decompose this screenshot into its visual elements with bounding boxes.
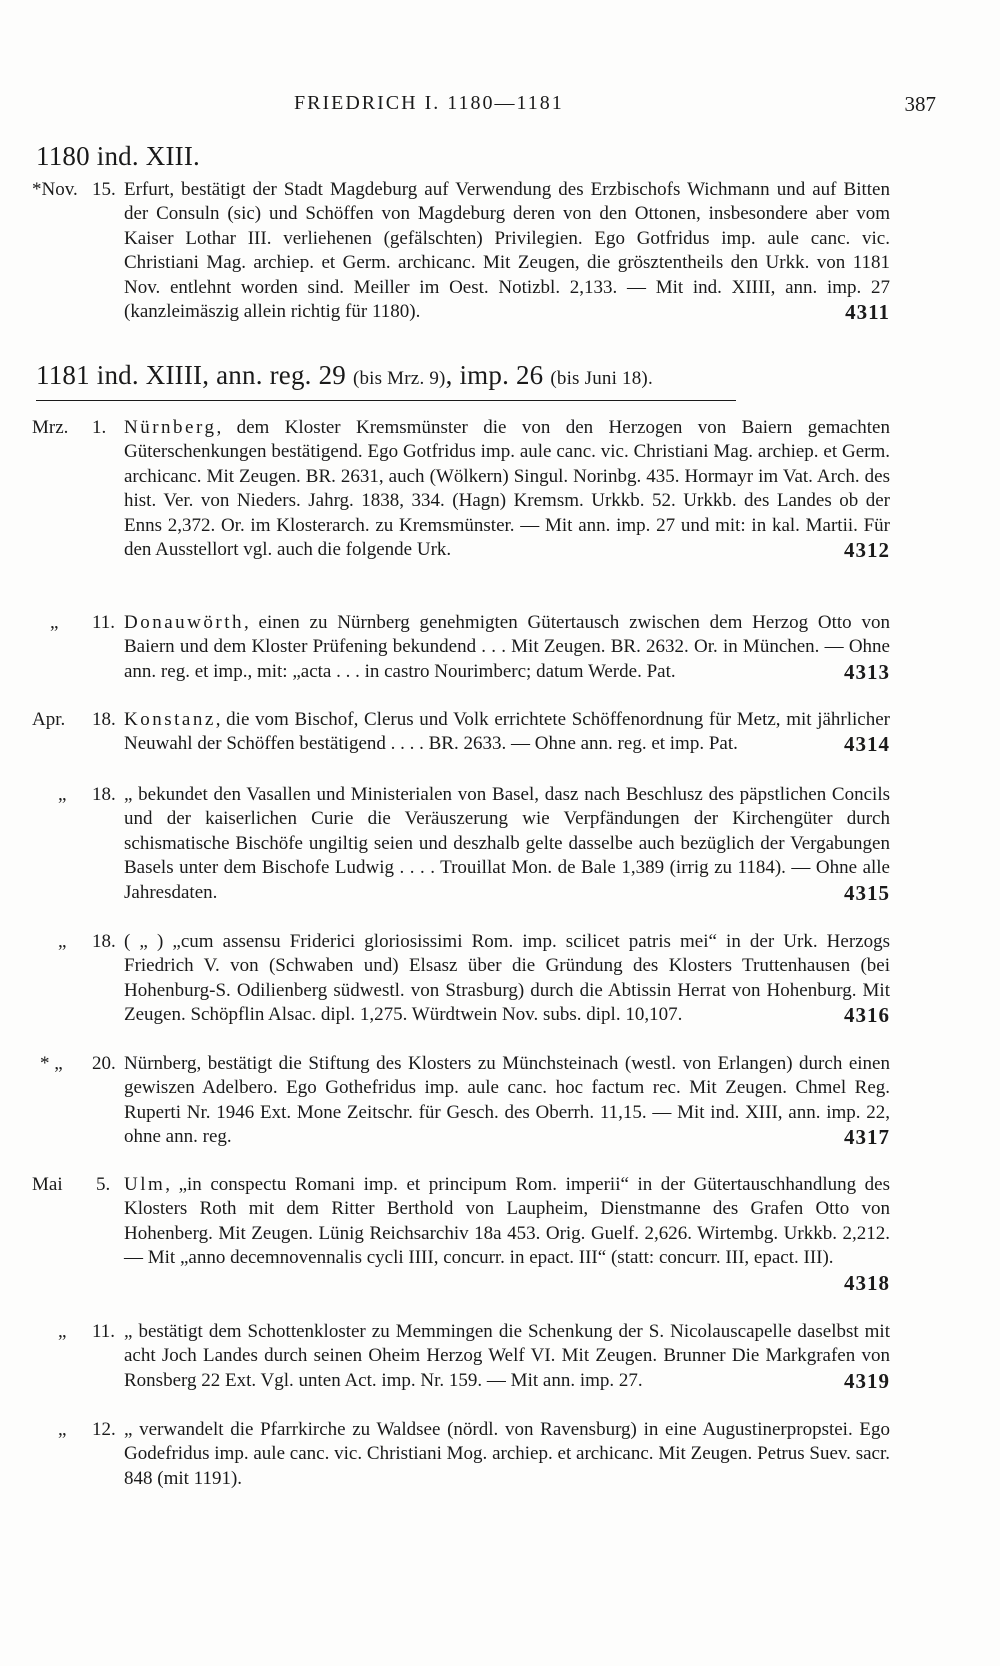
entry-month: Mrz. xyxy=(32,417,69,438)
entry-month: „ xyxy=(58,931,67,952)
entry-day: 11. xyxy=(92,612,116,633)
entry-month: *Nov. xyxy=(32,179,78,200)
entry-place: Konstanz xyxy=(124,709,216,730)
entry-month: Apr. xyxy=(32,709,66,730)
entry-day: 12. xyxy=(92,1419,116,1440)
page-number: 387 xyxy=(904,92,936,116)
entry-text xyxy=(124,1173,890,1295)
regest-number: 4315 xyxy=(844,880,890,905)
entry-day: 15. xyxy=(92,179,116,200)
entry-text-content: , dem Kloster Kremsmünster die von den Herzogen von Baiern gemachten Güterschenkungen bestätigend. Ego Gotfridus imp. aule canc. vic. Christiani Mag. archiep. et Germ. archicanc. Mit Zeugen. BR. 2631, auch (Wölkern) Singul. Norinbg. 435. Hormayr im Vat. Arch. des hist. Ver. von Nieders. Jahrg. 1838, 334. (Hagn) Kremsm. Urkkb. 52. Urkkb. des Landes ob der Enns 2,372. Or. im Klosterarch. zu Kremsmünster. — Mit ann. imp. 27 und mit: in kal. Martii. Für den Ausstellort vgl. auch die folgende Urk. xyxy=(124,417,890,561)
entry-text xyxy=(124,930,890,1028)
entry-text xyxy=(124,611,890,684)
regest-number: 4314 xyxy=(844,732,890,757)
heading-rule xyxy=(36,400,736,401)
entry-day: 11. xyxy=(92,1321,116,1342)
year-heading-1181-paren2: (bis Juni 18). xyxy=(550,368,653,389)
entry-day: 18. xyxy=(92,931,116,952)
entry-month: „ xyxy=(58,784,67,805)
entry-text xyxy=(124,1418,890,1491)
entry-month: Mai xyxy=(32,1174,63,1195)
regest-number: 4319 xyxy=(844,1368,890,1393)
entry-month: „ xyxy=(58,1419,67,1440)
entry-text-content: Nürnberg, bestätigt die Stiftung des Klosters zu Münchsteinach (westl. von Erlangen) durch einen gewiszen Adelbero. Ego Gothefridus imp. aule canc. hoc factum rec. Mit Zeugen. Chmel Reg. Ruperti Nr. 1946 Ext. Mone Zeitschr. für Gesch. des Oberrh. 11,15. — Mit ind. XIII, ann. imp. 22, ohne ann. reg. xyxy=(124,1053,890,1148)
entry-place: Nürnberg xyxy=(124,417,217,438)
entry-text-content: Erfurt, bestätigt der Stadt Magdeburg auf Verwendung des Erzbischofs Wichmann und auf Bitten der Consuln (sic) und Schöffen von Magdeburg deren von den Ottonen, insbesondere aber vom Kaiser Lothar III. verliehenen (gefälschten) Privilegien. Ego Gotfridus imp. aule canc. vic. Christiani Mag. archiep. et Germ. archicanc. Mit Zeugen, die grösztentheils den Urkk. von 1181 Nov. entlehnt worden sind. Meiller im Oest. Notizbl. 2,133. — Mit ind. XIIII, ann. imp. 27 (kanzleimäszig allein richtig für 1180). xyxy=(124,179,890,323)
regest-number: 4312 xyxy=(844,538,890,563)
entry-text-content: , die vom Bischof, Clerus und Volk errichtete Schöffenordnung für Metz, mit jährlicher Neuwahl der Schöffen bestätigend . . . . BR. 2633. — Ohne ann. reg. et imp. Pat. xyxy=(124,709,890,755)
regest-number: 4311 xyxy=(845,300,890,325)
year-heading-1181 xyxy=(36,359,653,395)
entry-text-content: „ verwandelt die Pfarrkirche zu Waldsee (nördl. von Ravensburg) in eine Augustinerpropstei. Ego Godefridus imp. aule canc. vic. Christiani Mog. archiep. et archicanc. Mit Zeugen. Petrus Suev. sacr. 848 (mit 1191). xyxy=(124,1419,890,1489)
year-heading-1181-paren1: (bis Mrz. 9) xyxy=(352,368,446,389)
entry-text xyxy=(124,1320,890,1393)
entry-day: 20. xyxy=(92,1053,116,1074)
year-heading-1180: 1180 ind. XIII. xyxy=(36,141,200,171)
entry-text-content: ( „ ) „cum assensu Friderici gloriosissimi Rom. imp. scilicet patris mei“ in der Urk. Herzogs Friedrich V. von (Schwaben und) Elsasz über die Gründung des Klosters Truttenhausen (bei Hohenburg-S. Odilienberg südwestl. von Strasburg) durch die Abtissin Herrat von Hohenburg. Mit Zeugen. Schöpflin Alsac. dipl. 1,275. Würdtwein Nov. subs. dipl. 10,107. xyxy=(124,931,890,1026)
entry-month: * „ xyxy=(40,1053,63,1074)
entry-text xyxy=(124,178,890,324)
entry-text xyxy=(124,783,890,905)
entry-text-content: , „in conspectu Romani imp. et principum Rom. imperii“ in der Gütertauschhandlung des Klosters Roth mit dem Ritter Berthold von Laupheim, Dienstmanne des Grafen Otto von Hohenberg. Mit Zeugen. Lünig Reichsarchiv 18a 453. Orig. Guelf. 2,626. Wirtembg. Urkkb. 2,212. — Mit „anno decemnovennalis cycli IIII, concurr. in epact. III“ (statt: concurr. III, epact. III). xyxy=(124,1174,890,1269)
entry-place: Donauwörth xyxy=(124,612,244,633)
entry-text-content: „ bestätigt dem Schottenkloster zu Memmingen die Schenkung der S. Nicolauscapelle daselbst mit acht Joch Landes durch seinen Oheim Herzog Welf VI. Mit Zeugen. Brunner Die Markgrafen von Ronsberg 22 Ext. Vgl. unten Act. imp. Nr. 159. — Mit ann. imp. 27. xyxy=(124,1321,890,1391)
entry-text xyxy=(124,1052,890,1150)
regest-number: 4313 xyxy=(844,659,890,684)
year-heading-1181-main: 1181 ind. XIIII, ann. reg. 29 xyxy=(36,360,346,390)
regest-number: 4316 xyxy=(844,1003,890,1028)
regest-number: 4318 xyxy=(844,1270,890,1295)
running-head xyxy=(36,92,936,122)
entry-text xyxy=(124,416,890,562)
entry-text-content: „ bekundet den Vasallen und Ministerialen von Basel, dasz nach Beschlusz des päpstlichen Concils und der kaiserlichen Curie die Veräuszerung wie Verpfändungen der Kirchengüter durch schismatische Bischöfe ungiltig seien und deszhalb gelte dasselbe auch bezüglich der Vergabungen Basels unter dem Bischofe Ludwig . . . . Trouillat Mon. de Bale 1,389 (irrig zu 1184). — Ohne alle Jahresdaten. xyxy=(124,784,890,903)
entry-place: Ulm xyxy=(124,1174,166,1195)
entry-text xyxy=(124,708,890,757)
entry-day: 1. xyxy=(92,417,107,438)
entry-text-content: , einen zu Nürnberg genehmigten Gütertausch zwischen dem Herzog Otto von Baiern und dem Kloster Prüfening bekundend . . . Mit Zeugen. BR. 2632. Or. in München. — Ohne ann. reg. et imp., mit: „acta . . . in castro Nourimberc; datum Werde. Pat. xyxy=(124,612,890,682)
entry-month: „ xyxy=(58,1321,67,1342)
entry-day: 5. xyxy=(96,1174,111,1195)
running-title: FRIEDRICH I. 1180—1181 xyxy=(294,92,564,114)
entry-day: 18. xyxy=(92,709,116,730)
regest-number: 4317 xyxy=(844,1125,890,1150)
year-heading-1181-imp: , imp. 26 xyxy=(445,360,544,390)
entry-day: 18. xyxy=(92,784,116,805)
entry-month: „ xyxy=(50,612,59,633)
